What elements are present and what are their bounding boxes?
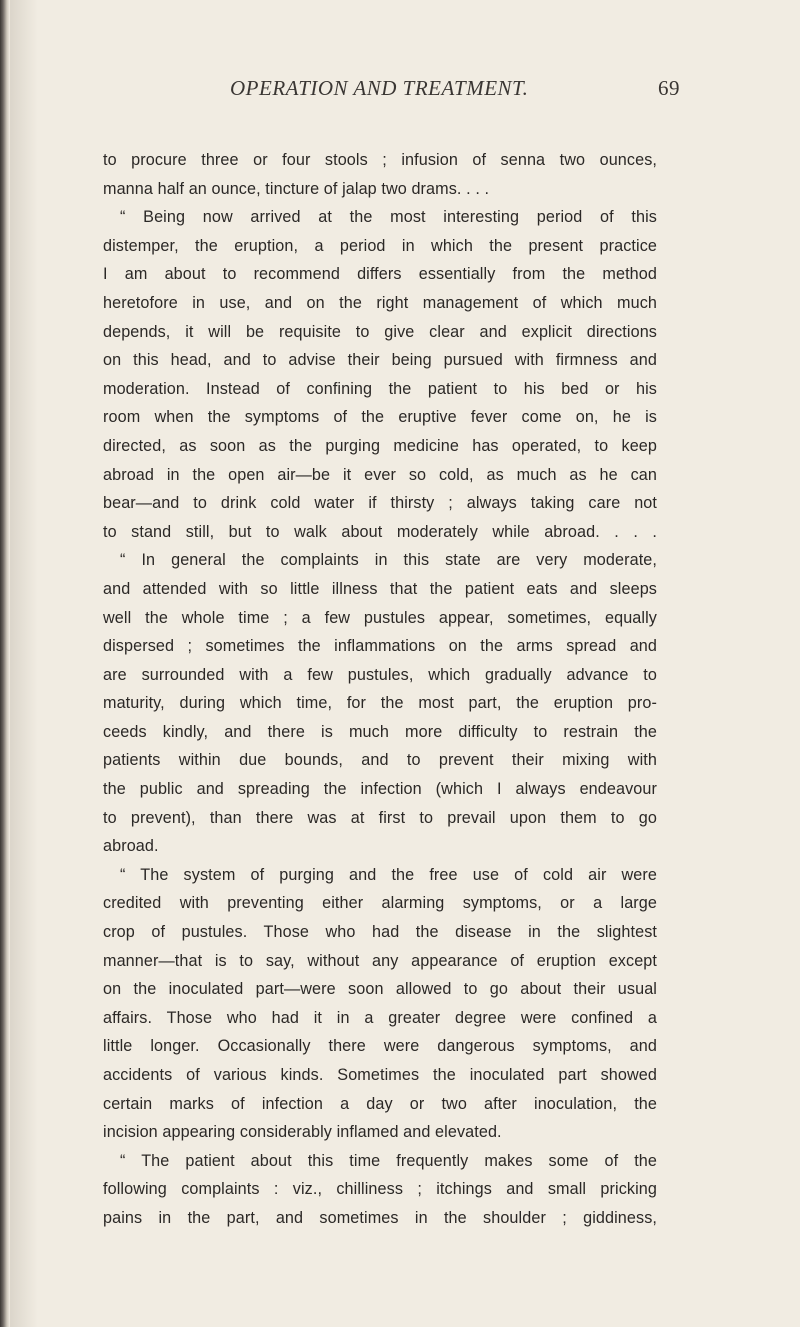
text-line: dispersed ; sometimes the inflammations on the arms spread and: [103, 637, 657, 656]
text-line: “ The system of purging and the free use of cold air were: [120, 865, 657, 884]
body-text: [103, 146, 657, 1233]
text-line: accidents of various kinds. Sometimes the inoculated part showed: [103, 1066, 657, 1084]
text-line: moderation. Instead of confining the patient to his bed or his: [103, 379, 657, 398]
text-line: to stand still, but to walk about moderately while abroad. . . .: [103, 522, 657, 541]
text-line: and attended with so little illness that the patient eats and sleeps: [103, 579, 657, 598]
text-line: directed, as soon as the purging medicine has operated, to keep: [103, 436, 657, 455]
text-line: distemper, the eruption, a period in which the present practice: [103, 236, 657, 255]
text-line: well the whole time ; a few pustules appear, sometimes, equally: [103, 608, 657, 627]
text-line: pains in the part, and sometimes in the shoulder ; giddiness,: [103, 1208, 657, 1227]
text-line: manna half an ounce, tincture of jalap two drams. . . .: [103, 179, 490, 198]
text-line: crop of pustules. Those who had the disease in the slightest: [103, 923, 657, 942]
text-line: ceeds kindly, and there is much more difficulty to restrain the: [103, 722, 657, 741]
text-line: “ In general the complaints in this state are very moderate,: [120, 551, 657, 570]
text-line: heretofore in use, and on the right management of which much: [103, 293, 657, 312]
text-line: credited with preventing either alarming symptoms, or a large: [103, 894, 657, 913]
text-line: on this head, and to advise their being pursued with firmness and: [103, 351, 657, 370]
text-line: manner—that is to say, without any appearance of eruption except: [103, 951, 657, 970]
text-line: I am about to recommend differs essentially from the method: [103, 265, 657, 284]
text-line: bear—and to drink cold water if thirsty ; always taking care not: [103, 494, 657, 513]
text-line: “ The patient about this time frequently makes some of the: [120, 1151, 657, 1170]
page-number: 69: [658, 76, 680, 100]
text-line: following complaints : viz., chilliness ; itchings and small pricking: [103, 1180, 657, 1199]
text-line: abroad in the open air—be it ever so cold, as much as he can: [103, 465, 657, 484]
text-line: the public and spreading the infection (which I always endeavour: [103, 780, 657, 799]
text-line: “ Being now arrived at the most interesting period of this: [120, 208, 657, 227]
text-line: to prevent), than there was at first to prevail upon them to go: [103, 808, 657, 827]
running-head: [104, 76, 680, 106]
text-line: on the inoculated part—were soon allowed to go about their usual: [103, 980, 657, 999]
page-gutter-shadow: [10, 0, 38, 1327]
running-title: OPERATION AND TREATMENT.: [230, 76, 529, 100]
text-line: certain marks of infection a day or two after inoculation, the: [103, 1094, 657, 1113]
text-line: little longer. Occasionally there were dangerous symptoms, and: [103, 1037, 657, 1056]
text-line: room when the symptoms of the eruptive fever come on, he is: [103, 408, 657, 427]
text-line: depends, it will be requisite to give clear and explicit directions: [103, 322, 657, 341]
text-line: affairs. Those who had it in a greater degree were confined a: [103, 1008, 657, 1027]
text-line: abroad.: [103, 837, 159, 856]
text-line: are surrounded with a few pustules, which gradually advance to: [103, 665, 657, 684]
text-line: to procure three or four stools ; infusion of senna two ounces,: [103, 151, 657, 169]
page-binding-edge: [0, 0, 10, 1327]
text-line: incision appearing considerably inflamed and elevated.: [103, 1123, 502, 1142]
text-line: maturity, during which time, for the most part, the eruption pro-: [103, 694, 657, 713]
text-line: patients within due bounds, and to prevent their mixing with: [103, 751, 657, 770]
